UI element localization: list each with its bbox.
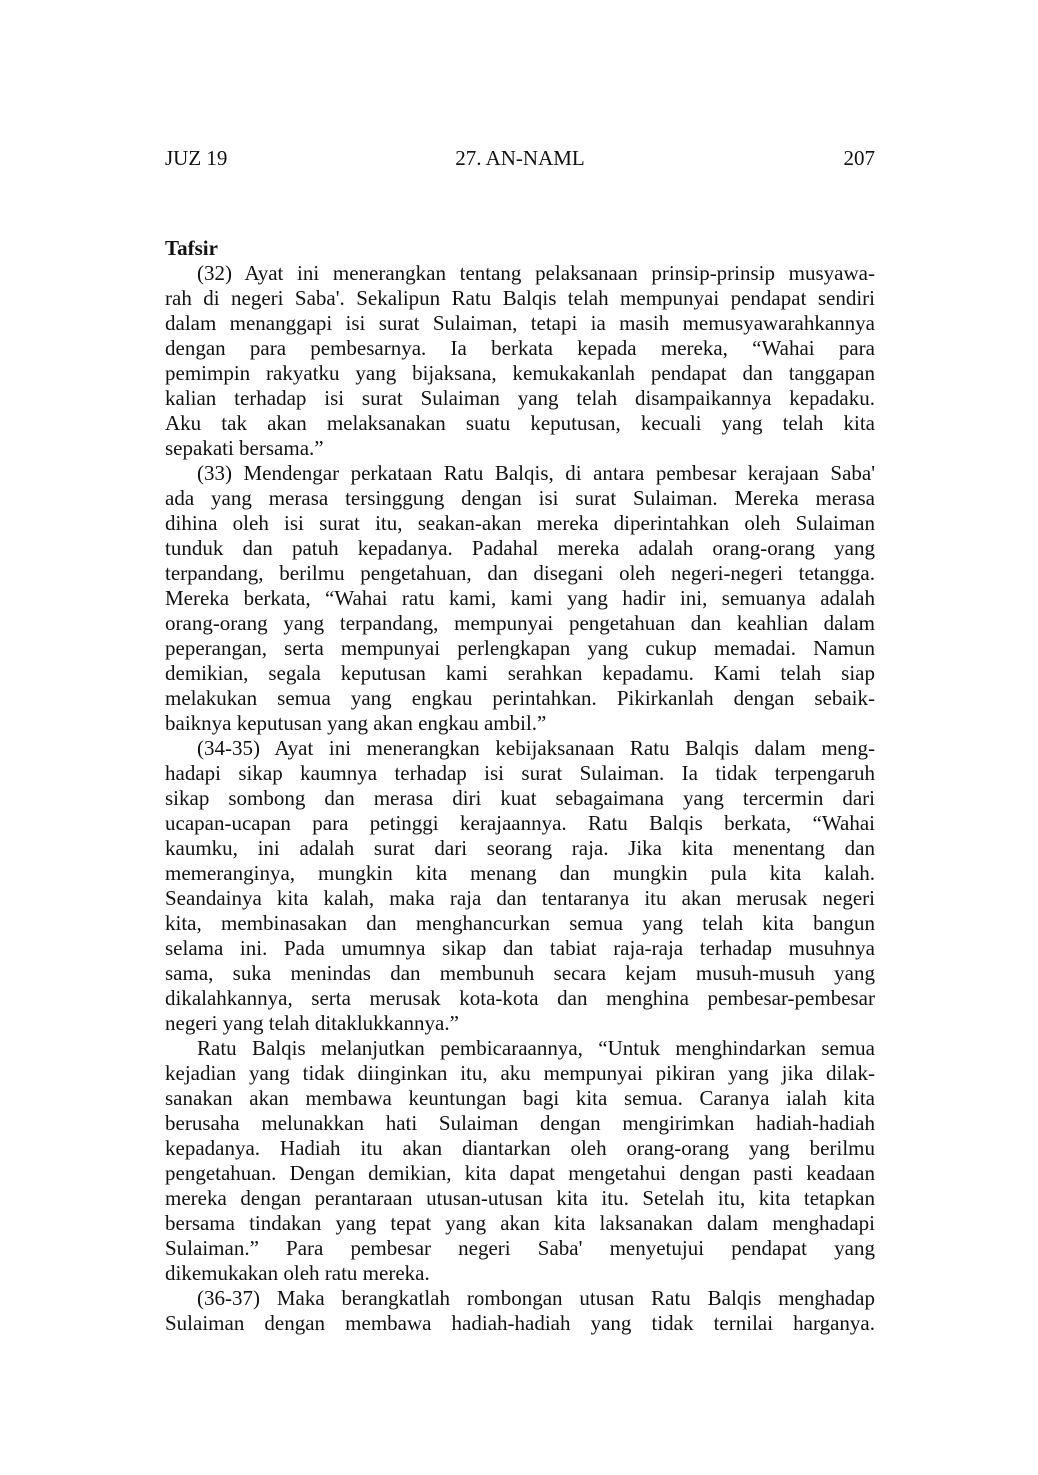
- text-line: Sulaiman dengan membawa hadiah-hadiah yang tidak ternilai harganya.: [165, 1311, 875, 1335]
- text-line: mereka dengan perantaraan utusan-utusan kita itu. Setelah itu, kita tetapkan: [165, 1186, 875, 1210]
- text-line: dengan para pembesarnya. Ia berkata kepada mereka, “Wahai para: [165, 336, 875, 360]
- text-line: kejadian yang tidak diinginkan itu, aku mempunyai pikiran yang jika dilak-: [165, 1061, 875, 1085]
- paragraph-32: [165, 261, 875, 461]
- juz-label: JUZ 19: [165, 146, 228, 170]
- section-title: Tafsir: [165, 236, 218, 260]
- text-line: Mereka berkata, “Wahai ratu kami, kami yang hadir ini, semuanya adalah: [165, 586, 875, 610]
- text-line: selama ini. Pada umumnya sikap dan tabiat raja-raja terhadap musuhnya: [165, 936, 875, 960]
- text-line: Sulaiman.” Para pembesar negeri Saba' menyetujui pendapat yang: [165, 1236, 875, 1260]
- text-line: peperangan, serta mempunyai perlengkapan yang cukup memadai. Namun: [165, 636, 875, 660]
- text-line: demikian, segala keputusan kami serahkan kepadamu. Kami telah siap: [165, 661, 875, 685]
- text-line: Seandainya kita kalah, maka raja dan tentaranya itu akan merusak negeri: [165, 886, 875, 910]
- text-line: kaumku, ini adalah surat dari seorang raja. Jika kita menentang dan: [165, 836, 875, 860]
- text-line: orang-orang yang terpandang, mempunyai pengetahuan dan keahlian dalam: [165, 611, 875, 635]
- text-line: sepakati bersama.”: [165, 436, 324, 460]
- text-line: (36-37) Maka berangkatlah rombongan utusan Ratu Balqis menghadap: [197, 1286, 875, 1310]
- text-line: dalam menanggapi isi surat Sulaiman, tetapi ia masih memusyawarahkannya: [165, 311, 875, 335]
- text-line: melakukan semua yang engkau perintahkan. Pikirkanlah dengan sebaik-: [165, 686, 875, 710]
- text-line: (34-35) Ayat ini menerangkan kebijaksanaan Ratu Balqis dalam meng-: [197, 736, 875, 760]
- surah-title: 27. AN-NAML: [455, 146, 585, 170]
- text-line: Aku tak akan melaksanakan suatu keputusan, kecuali yang telah kita: [165, 411, 875, 435]
- text-line: dihina oleh isi surat itu, seakan-akan mereka diperintahkan oleh Sulaiman: [165, 511, 875, 535]
- text-line: dikalahkannya, serta merusak kota-kota dan menghina pembesar-pembesar: [165, 986, 875, 1010]
- running-header: [165, 146, 875, 174]
- text-line: negeri yang telah ditaklukkannya.”: [165, 1011, 459, 1035]
- text-line: dikemukakan oleh ratu mereka.: [165, 1261, 430, 1285]
- text-line: pemimpin rakyatku yang bijaksana, kemukakanlah pendapat dan tanggapan: [165, 361, 875, 385]
- text-line: memeranginya, mungkin kita menang dan mungkin pula kita kalah.: [165, 861, 875, 885]
- text-line: terpandang, berilmu pengetahuan, dan disegani oleh negeri-negeri tetangga.: [165, 561, 875, 585]
- text-line: bersama tindakan yang tepat yang akan kita laksanakan dalam menghadapi: [165, 1211, 875, 1235]
- paragraph-33: [165, 461, 875, 736]
- text-line: ucapan-ucapan para petinggi kerajaannya. Ratu Balqis berkata, “Wahai: [165, 811, 875, 835]
- text-line: sikap sombong dan merasa diri kuat sebagaimana yang tercermin dari: [165, 786, 875, 810]
- page-body: [165, 236, 875, 1336]
- text-line: Ratu Balqis melanjutkan pembicaraannya, “Untuk menghindarkan semua: [197, 1036, 875, 1060]
- text-line: sanakan akan membawa keuntungan bagi kita semua. Caranya ialah kita: [165, 1086, 875, 1110]
- text-line: tunduk dan patuh kepadanya. Padahal mereka adalah orang-orang yang: [165, 536, 875, 560]
- text-line: ada yang merasa tersinggung dengan isi surat Sulaiman. Mereka merasa: [165, 486, 875, 510]
- text-line: hadapi sikap kaumnya terhadap isi surat Sulaiman. Ia tidak terpengaruh: [165, 761, 875, 785]
- text-line: (32) Ayat ini menerangkan tentang pelaksanaan prinsip-prinsip musyawa-: [197, 261, 875, 285]
- paragraph-ratu-balqis: [165, 1036, 875, 1286]
- text-line: kita, membinasakan dan menghancurkan semua yang telah kita bangun: [165, 911, 875, 935]
- text-line: baiknya keputusan yang akan engkau ambil.”: [165, 711, 547, 735]
- paragraph-36-37: [165, 1286, 875, 1336]
- text-line: pengetahuan. Dengan demikian, kita dapat mengetahui dengan pasti keadaan: [165, 1161, 875, 1185]
- paragraph-34-35: [165, 736, 875, 1036]
- text-line: (33) Mendengar perkataan Ratu Balqis, di antara pembesar kerajaan Saba': [197, 461, 875, 485]
- text-line: kepadanya. Hadiah itu akan diantarkan oleh orang-orang yang berilmu: [165, 1136, 875, 1160]
- text-line: sama, suka menindas dan membunuh secara kejam musuh-musuh yang: [165, 961, 875, 985]
- text-line: rah di negeri Saba'. Sekalipun Ratu Balqis telah mempunyai pendapat sendiri: [165, 286, 875, 310]
- page-number: 207: [843, 146, 875, 170]
- text-line: kalian terhadap isi surat Sulaiman yang telah disampaikannya kepadaku.: [165, 386, 875, 410]
- text-line: berusaha melunakkan hati Sulaiman dengan mengirimkan hadiah-hadiah: [165, 1111, 875, 1135]
